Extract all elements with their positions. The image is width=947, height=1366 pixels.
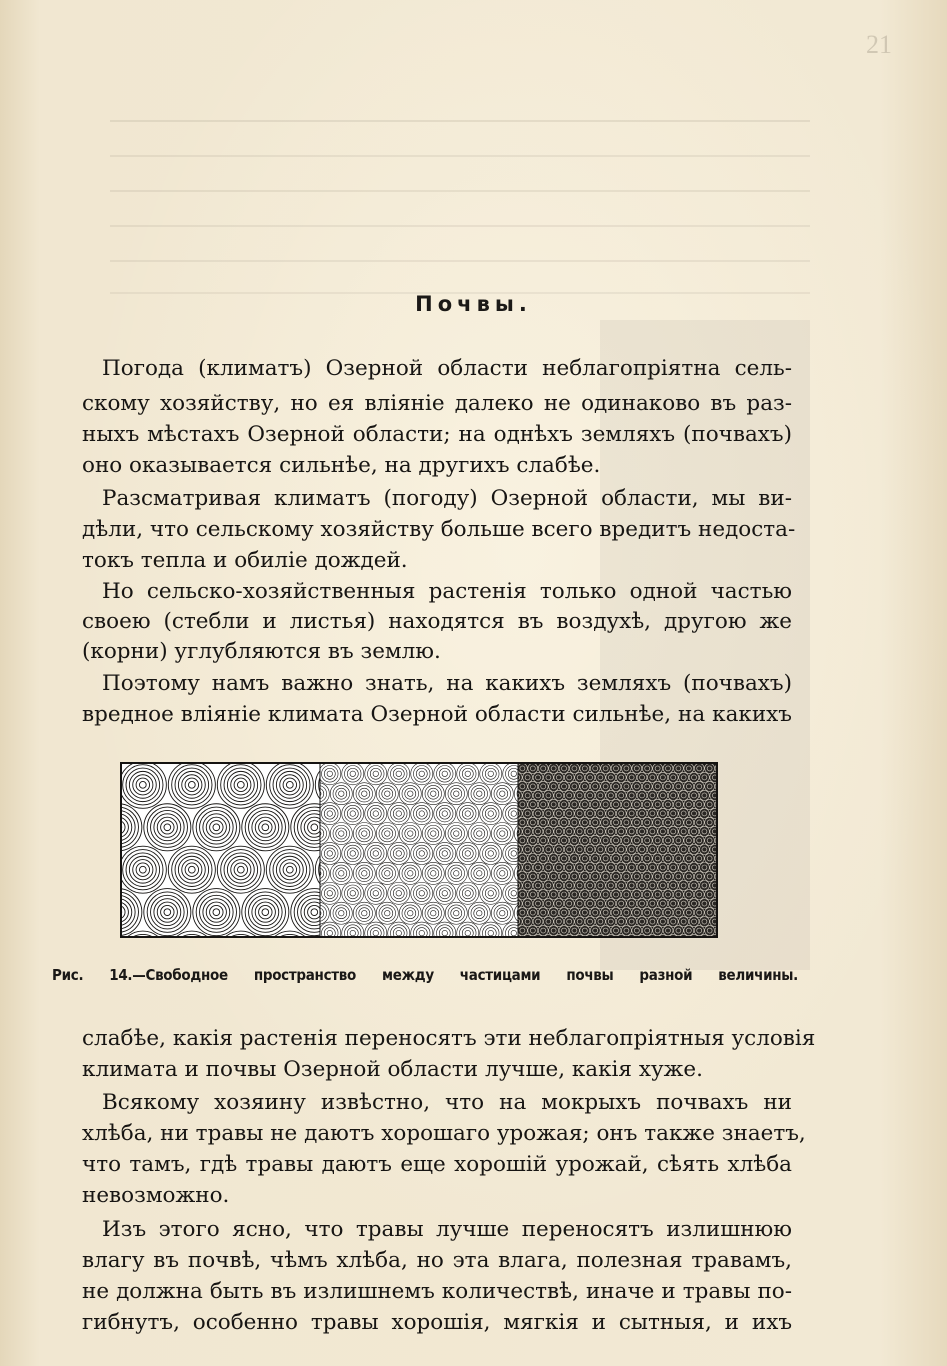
show-through-page-number: 21	[866, 30, 892, 59]
body-text-line: ныхъ мѣстахъ Озерной области; на однѣхъ земляхъ (почвахъ)	[82, 422, 792, 447]
body-text-line: Всякому хозяину извѣстно, что на мокрыхъ почвахъ ни	[102, 1090, 792, 1115]
body-text-line: Поэтому намъ важно знать, на какихъ земляхъ (почвахъ)	[102, 671, 792, 696]
body-text-line: Изъ этого ясно, что травы лучше переносятъ излишнюю	[102, 1217, 792, 1242]
body-text-line: Но сельско-хозяйственныя растенія только одной частью	[102, 579, 792, 604]
body-text-line: скому хозяйству, но ея вліяніе далеко не одинаково въ раз-	[82, 391, 792, 416]
show-through-line	[110, 100, 810, 122]
body-text-line: хлѣба, ни травы не даютъ хорошаго урожая; онъ также знаетъ,	[82, 1121, 806, 1146]
body-text-line: климата и почвы Озерной области лучше, какія хуже.	[82, 1057, 703, 1082]
body-text-line: не должна быть въ излишнемъ количествѣ, иначе и травы по-	[82, 1279, 792, 1304]
body-text-line: влагу въ почвѣ, чѣмъ хлѣба, но эта влага, полезная травамъ,	[82, 1248, 792, 1273]
body-text-line: оно оказывается сильнѣе, на другихъ слабѣе.	[82, 453, 601, 478]
body-text-line: Разсматривая климатъ (погоду) Озерной области, мы ви-	[102, 486, 792, 511]
figure-caption: Рис. 14.—Свободное пространство между частицами почвы разной величины.	[52, 966, 798, 984]
show-through-line	[110, 170, 810, 192]
body-text-line: вредное вліяніе климата Озерной области сильнѣе, на какихъ	[82, 702, 792, 727]
body-text-line: Погода (климатъ) Озерной области неблагопріятна сель-	[102, 356, 792, 381]
body-text-line: гибнутъ, особенно травы хорошія, мягкія и сытныя, и ихъ	[82, 1310, 792, 1335]
body-text-line: своею (стебли и листья) находятся въ воздухѣ, другою же	[82, 609, 792, 634]
show-through-line	[110, 205, 810, 227]
body-text-line: дѣли, что сельскому хозяйству больше всего вредитъ недоста-	[82, 517, 796, 542]
soil-particles-figure	[120, 762, 718, 938]
show-through-line	[110, 240, 810, 262]
body-text-line: невозможно.	[82, 1183, 230, 1208]
body-text-line: токъ тепла и обиліе дождей.	[82, 548, 408, 573]
section-heading: Почвы.	[415, 292, 532, 316]
body-text-line: слабѣе, какія растенія переносятъ эти неблагопріятныя условія	[82, 1026, 816, 1051]
show-through-line	[110, 272, 810, 294]
show-through-line	[110, 135, 810, 157]
body-text-line: (корни) углубляются въ землю.	[82, 639, 441, 664]
body-text-line: что тамъ, гдѣ травы даютъ еще хорошій урожай, сѣять хлѣба	[82, 1152, 792, 1177]
